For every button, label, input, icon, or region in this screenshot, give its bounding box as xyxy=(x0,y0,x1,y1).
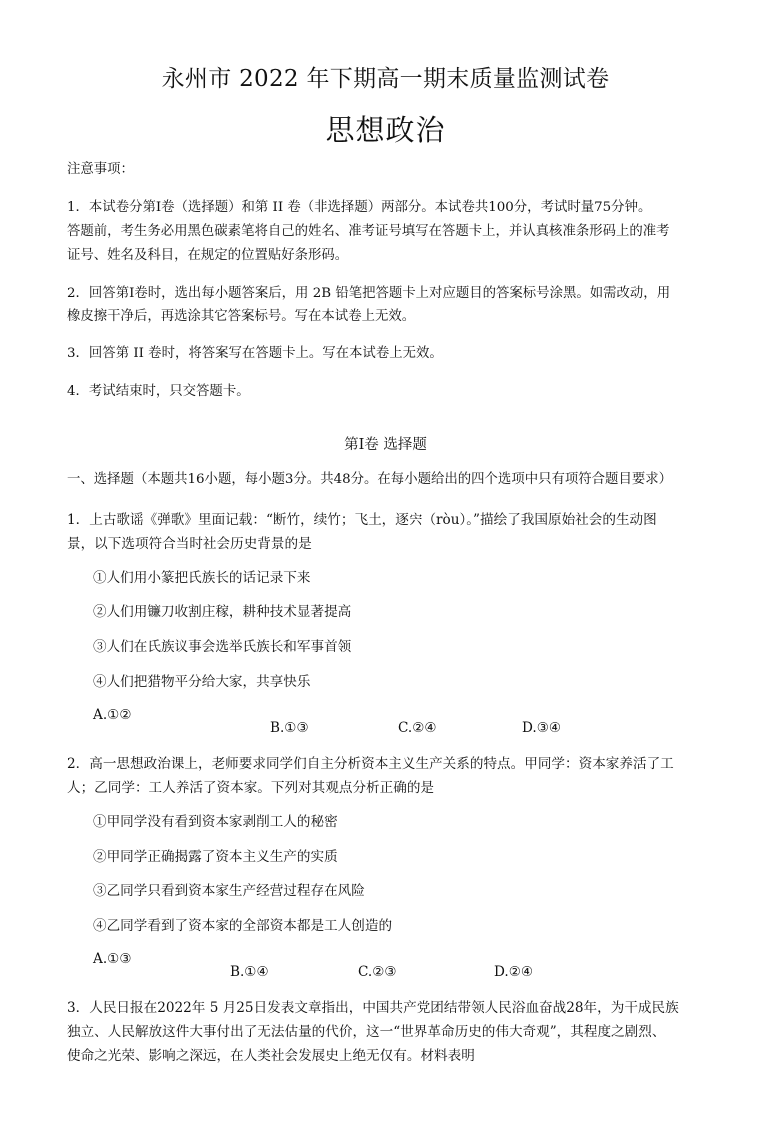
question-2-stem-line-1: 2．高一思想政治课上，老师要求同学们自主分析资本主义生产关系的特点。甲同学：资本家养活了工 xyxy=(67,756,674,772)
question-2-option-b: B.①④ xyxy=(230,964,269,980)
question-1-stem-line-1: 1．上古歌谣《弹歌》里面记载：“断竹，续竹；飞土，逐宍（ròu）。”描绘了我国原始社会的生动图 xyxy=(67,512,657,528)
question-1-statement-1: ①人们用小篆把氏族长的话记录下来 xyxy=(93,570,311,586)
question-1-option-c: C.②④ xyxy=(398,720,437,736)
notice-item-3: 3．回答第 II 卷时，将答案写在答题卡上。写在本试卷上无效。 xyxy=(67,346,443,361)
question-1-statement-4: ④人们把猎物平分给大家，共享快乐 xyxy=(93,674,311,690)
question-2-statement-4: ④乙同学看到了资本家的全部资本都是工人创造的 xyxy=(93,918,393,934)
notice-item-1-line-1: 1．本试卷分第Ⅰ卷（选择题）和第 II 卷（非选择题）两部分。本试卷共100分，考试时量75分钟。 xyxy=(67,200,652,215)
question-2-statement-3: ③乙同学只看到资本家生产经营过程存在风险 xyxy=(93,883,365,899)
question-2-statement-2: ②甲同学正确揭露了资本主义生产的实质 xyxy=(93,849,338,865)
question-3-stem-line-1: 3．人民日报在2022年 5 月25日发表文章指出，中国共产党团结带领人民浴血奋战28年，为干成民族 xyxy=(67,1000,679,1016)
section-title: 第Ⅰ卷 选择题 xyxy=(344,437,427,453)
question-3-stem-line-2: 独立、人民解放这件大事付出了无法估量的代价，这一“世界革命历史的伟大奇观”，其程度之剧烈、 xyxy=(67,1024,666,1040)
question-2-stem-line-2: 人；乙同学：工人养活了资本家。下列对其观点分析正确的是 xyxy=(67,780,435,796)
question-2-option-a: A.①③ xyxy=(93,951,132,967)
notice-item-2-line-2: 橡皮擦干净后，再选涂其它答案标号。写在本试卷上无效。 xyxy=(67,309,416,324)
question-1-option-a: A.①② xyxy=(93,707,132,723)
notice-item-1-line-3: 证号、姓名及科目，在规定的位置贴好条形码。 xyxy=(67,248,349,263)
notice-heading: 注意事项： xyxy=(67,162,134,177)
question-1-statement-3: ③人们在氏族议事会选举氏族长和军事首领 xyxy=(93,639,352,655)
question-1-option-b: B.①③ xyxy=(270,720,309,736)
question-1-stem-line-2: 景，以下选项符合当时社会历史背景的是 xyxy=(67,536,312,552)
exam-title: 永州市 2022 年下期高一期末质量监测试卷 xyxy=(161,66,610,92)
subject-title: 思想政治 xyxy=(325,113,446,147)
question-2-option-d: D.②④ xyxy=(494,964,534,980)
question-3-stem-line-3: 使命之光荣、影响之深远，在人类社会发展史上绝无仅有。材料表明 xyxy=(67,1048,475,1064)
question-2-statement-1: ①甲同学没有看到资本家剥削工人的秘密 xyxy=(93,814,338,830)
notice-item-2-line-1: 2．回答第Ⅰ卷时，选出每小题答案后，用 2B 铅笔把答题卡上对应题目的答案标号涂黑。如需改动，用 xyxy=(67,286,671,301)
question-1-option-d: D.③④ xyxy=(522,720,562,736)
question-2-option-c: C.②③ xyxy=(358,964,397,980)
question-1-statement-2: ②人们用镰刀收割庄稼，耕种技术显著提高 xyxy=(93,604,352,620)
notice-item-1-line-2: 答题前，考生务必用黑色碳素笔将自己的姓名、准考证号填写在答题卡上，并认真核准条形码上的准考 xyxy=(67,224,670,239)
notice-item-4: 4．考试结束时，只交答题卡。 xyxy=(67,384,250,399)
section-instruction: 一、选择题（本题共16小题，每小题3分。共48分。在每小题给出的四个选项中只有项符合题目要求） xyxy=(67,472,673,487)
